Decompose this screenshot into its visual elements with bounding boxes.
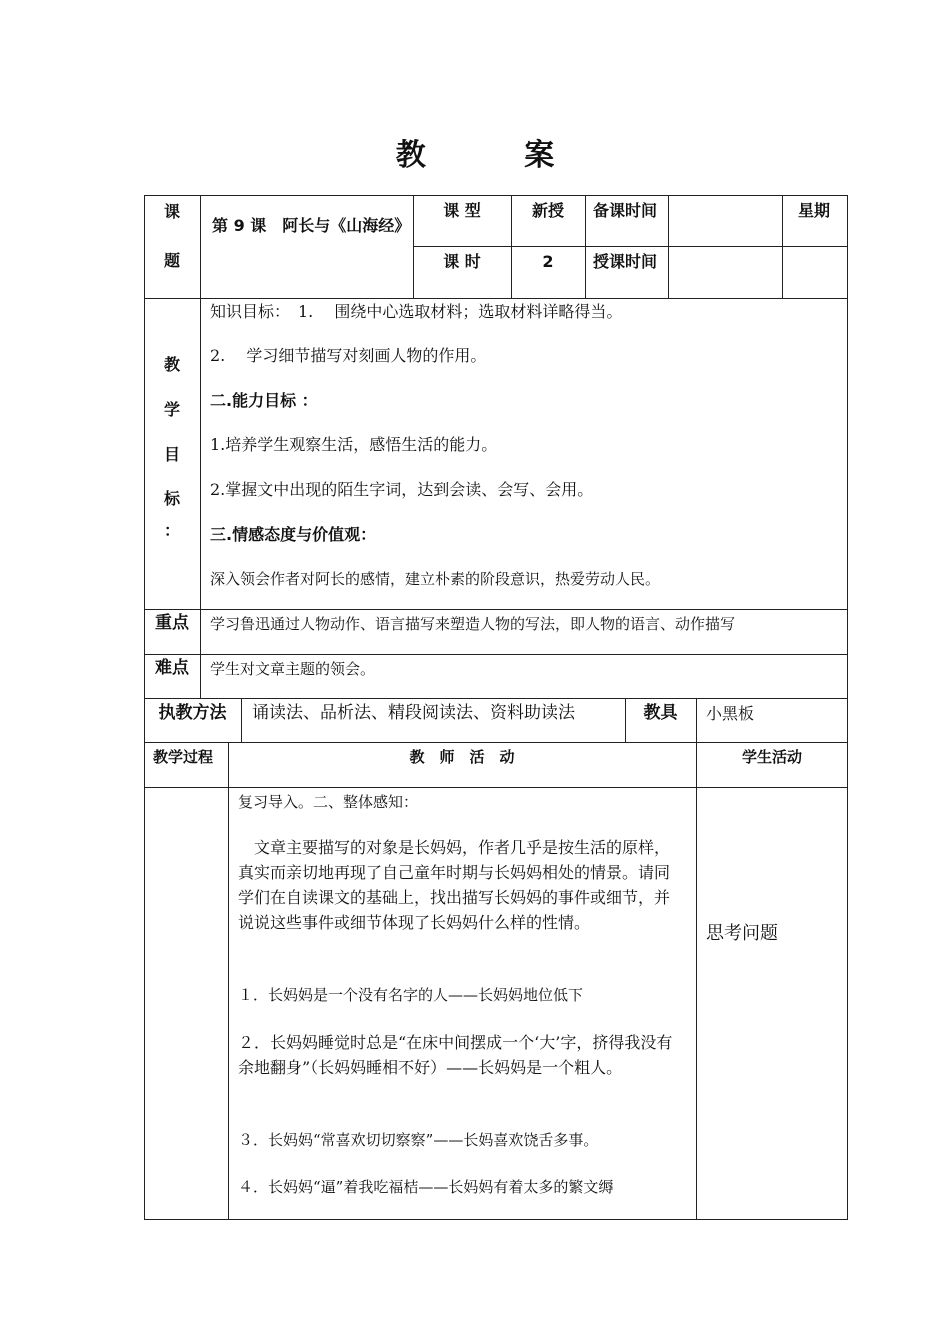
objectives-label-char: 学 — [163, 400, 180, 419]
key-point-value: 学习鲁迅通过人物动作、语言描写来塑造人物的写法，即人物的语言、动作描写 — [210, 615, 736, 633]
table-rule — [200, 298, 201, 699]
teacher-paragraph: 文章主要描写的对象是长妈妈，作者几乎是按生活的原样，真实而亲切地再现了自己童年时期与长妈妈相处的情景。请同学们在自读课文的基础上，找出描写长妈妈的事件或细节，并说说这些事件或细节体现了长妈妈什么样的性情。 — [238, 838, 671, 932]
weekday-label: 星期 — [798, 201, 831, 220]
table-rule — [696, 742, 697, 1220]
methods-label: 执教方法 — [158, 703, 227, 723]
methods-value: 诵读法、品析法、精段阅读法、资料助读法 — [252, 703, 575, 723]
objective-line: 1.培养学生观察生活，感悟生活的能力。 — [210, 435, 498, 454]
objective-heading: 三.情感态度与价值观： — [210, 525, 377, 544]
objectives-label-char: 教 — [163, 355, 180, 374]
teacher-paragraph: 复习导入。二、整体感知： — [238, 793, 419, 811]
objectives-label-char: ： — [163, 521, 180, 540]
table-rule — [228, 742, 229, 1220]
table-border-top — [144, 195, 848, 196]
lesson-type-label: 课 型 — [443, 201, 481, 220]
table-border-bottom — [144, 1219, 848, 1220]
table-rule — [200, 195, 201, 299]
tools-label: 教具 — [643, 703, 678, 723]
prep-time-label: 备课时间 — [593, 201, 658, 220]
class-hours-value: 2 — [542, 252, 554, 271]
teacher-activity-header: 教 师 活 动 — [409, 748, 515, 766]
objective-line: 知识目标： 1. 围绕中心选取材料；选取材料详略得当。 — [210, 302, 623, 321]
document-title: 教 案 — [395, 138, 599, 173]
objective-line: 2. 学习细节描写对刻画人物的作用。 — [210, 346, 487, 365]
student-activity-text: 思考问题 — [706, 923, 778, 944]
lesson-name: 第 9 课 阿长与《山海经》 — [212, 216, 411, 235]
table-rule — [782, 195, 783, 299]
objective-heading: 二.能力目标 ： — [210, 391, 318, 410]
class-hours-label: 课 时 — [443, 252, 481, 271]
teach-time-label: 授课时间 — [593, 252, 658, 271]
objectives-label-char: 标 — [163, 489, 180, 508]
difficulty-value: 学生对文章主题的领会。 — [210, 660, 376, 678]
table-rule — [585, 195, 586, 299]
topic-label: 课 — [163, 202, 180, 221]
table-rule — [144, 654, 848, 655]
objectives-label-char: 目 — [163, 445, 180, 464]
table-border-right — [847, 195, 848, 1220]
teacher-paragraph: ４．长妈妈“逼”着我吃福桔——长妈妈有着太多的繁文缛 — [238, 1178, 614, 1196]
student-activity-header: 学生活动 — [741, 748, 802, 766]
table-rule — [144, 298, 848, 299]
table-rule — [144, 787, 848, 788]
topic-label: 题 — [163, 251, 180, 270]
objective-line: 2.掌握文中出现的陌生字词，达到会读、会写、会用。 — [210, 480, 594, 499]
process-label: 教学过程 — [153, 748, 214, 766]
table-rule — [696, 698, 697, 743]
table-rule — [144, 698, 848, 699]
table-rule — [144, 742, 848, 743]
tools-value: 小黑板 — [706, 704, 755, 723]
teacher-paragraph: １．长妈妈是一个没有名字的人——长妈妈地位低下 — [238, 986, 584, 1004]
table-rule — [144, 609, 848, 610]
teacher-paragraph: ３．长妈妈“常喜欢切切察察”——长妈喜欢饶舌多事。 — [238, 1131, 599, 1149]
table-rule — [241, 698, 242, 743]
key-point-label: 重点 — [155, 613, 189, 633]
difficulty-label: 难点 — [155, 658, 189, 678]
teacher-paragraph: ２．长妈妈睡觉时总是“在床中间摆成一个‘大’字，挤得我没有余地翻身”（长妈妈睡相不好）——长妈妈是一个粗人。 — [238, 1033, 673, 1077]
lesson-type-value: 新授 — [531, 201, 564, 220]
table-rule — [668, 195, 669, 299]
objective-line: 深入领会作者对阿长的感情，建立朴素的阶段意识，热爱劳动人民。 — [210, 570, 661, 588]
lesson-plan-table — [144, 195, 848, 1220]
